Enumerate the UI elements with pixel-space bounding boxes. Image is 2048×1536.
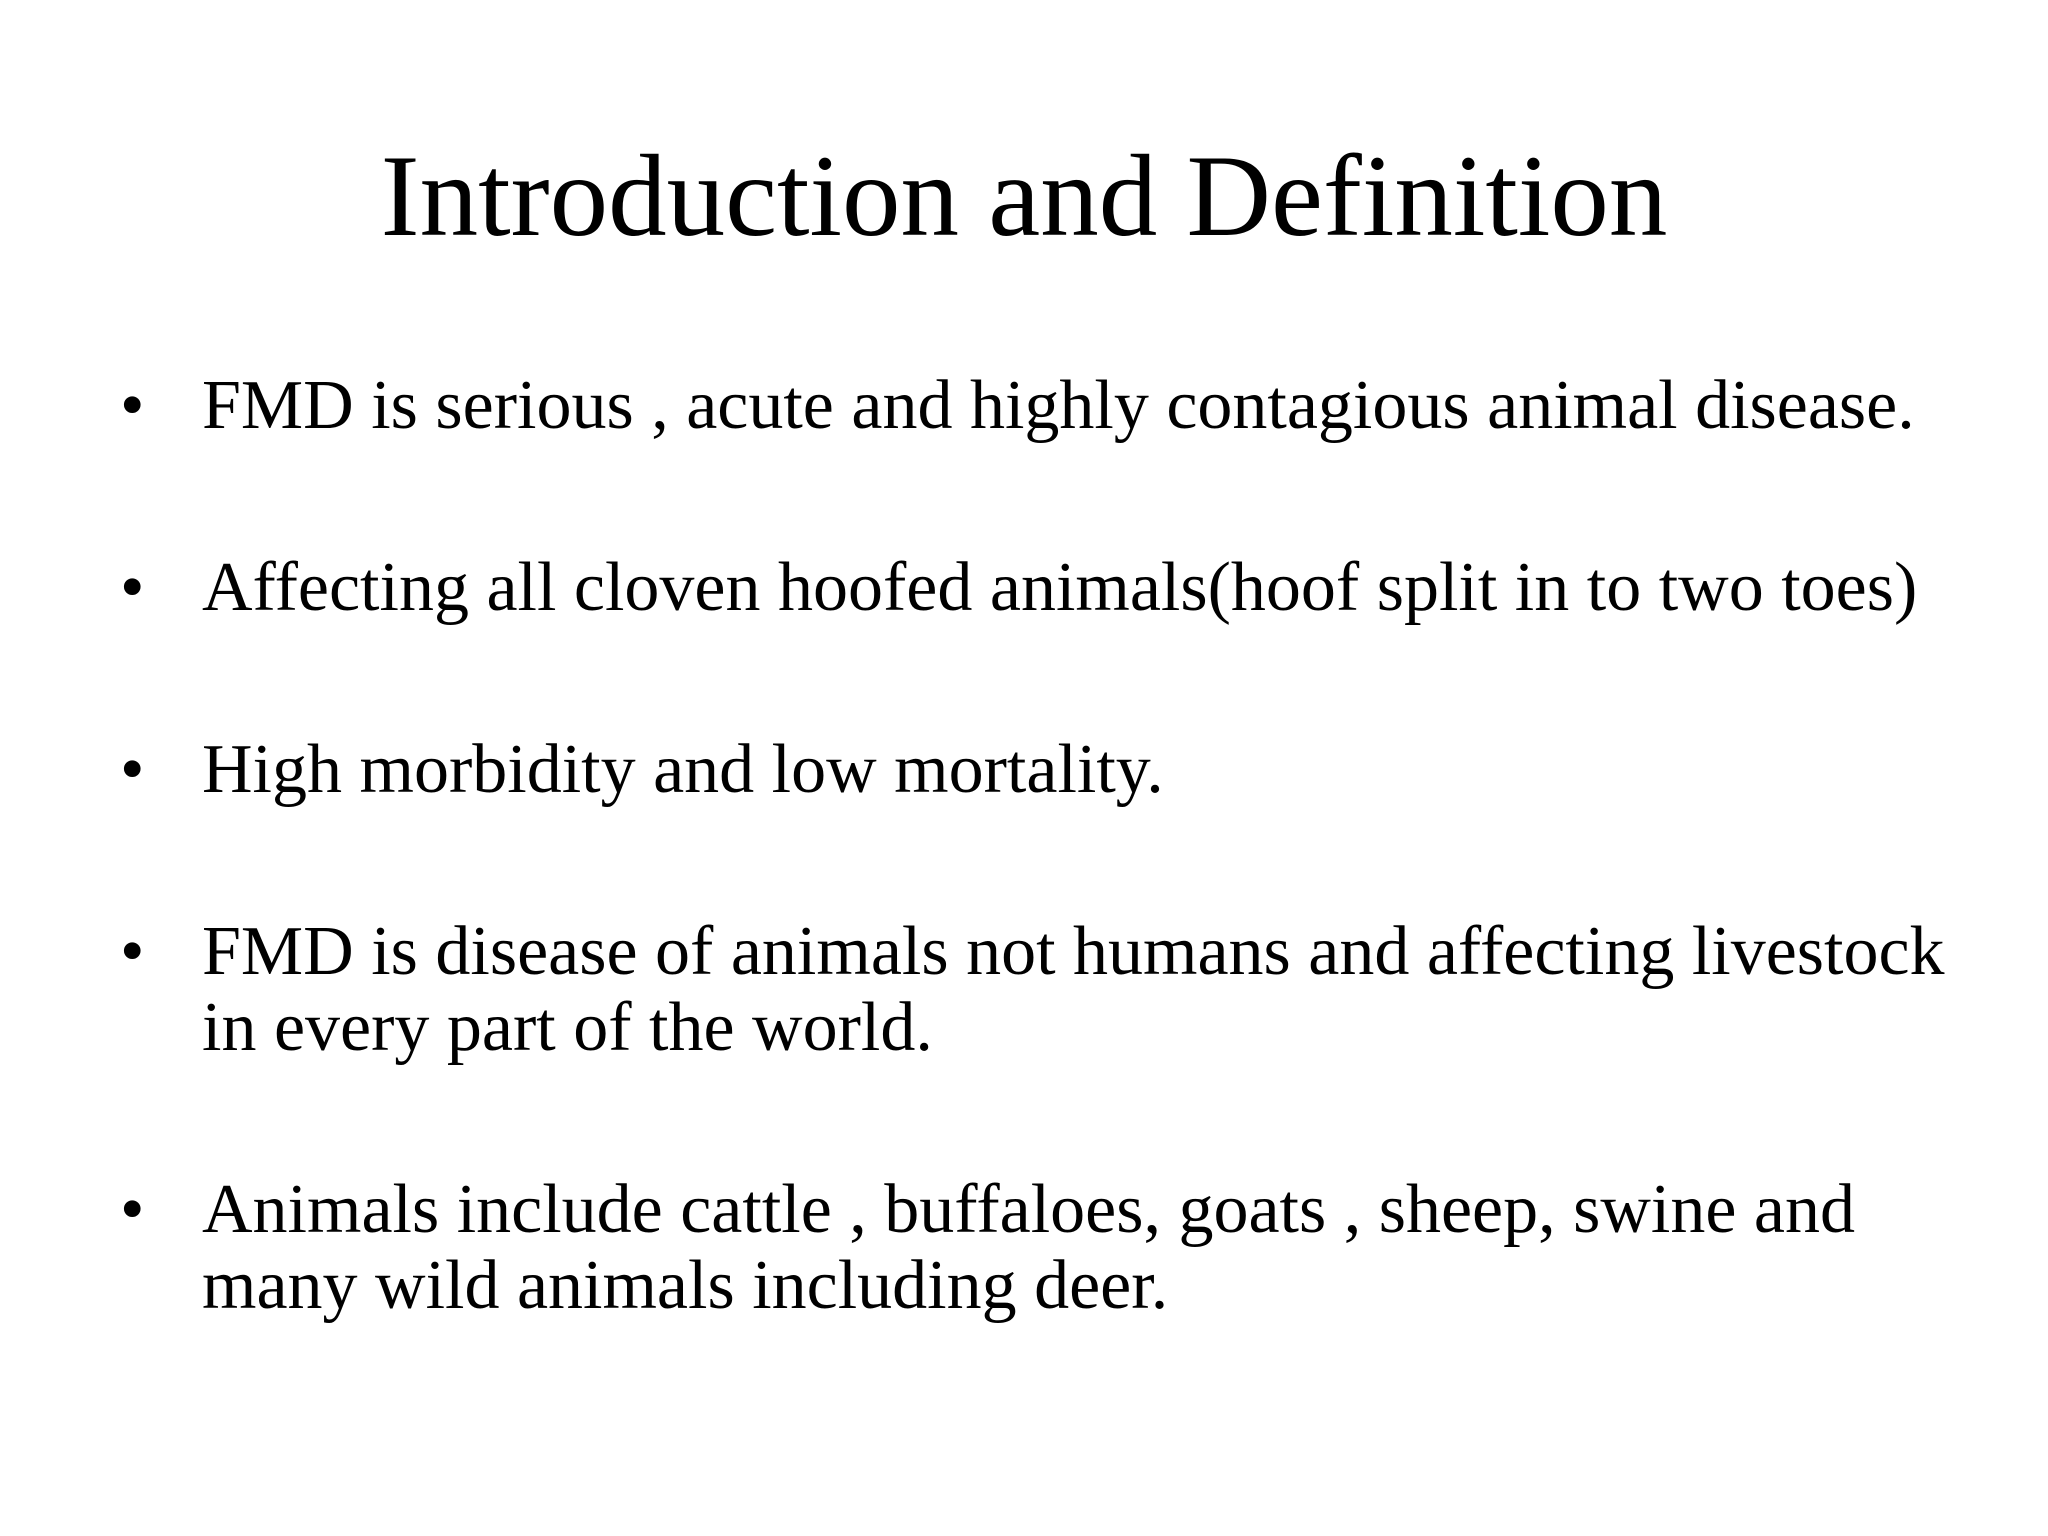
bullet-line: FMD is serious , acute and highly contagious animal disease. [202,367,1915,444]
bullet-dot-icon: • [120,731,145,808]
bullet-line: many wild animals including deer. [202,1247,1169,1324]
slide-title: Introduction and Definition [380,132,1668,261]
bullet-line: FMD is disease of animals not humans and affecting livestock [202,913,1945,990]
bullet-text [202,550,2042,626]
bullet-line: in every part of the world. [202,989,933,1066]
bullet-text [202,914,2042,1066]
bullet-dot-icon: • [120,913,145,990]
bullet-line: High morbidity and low mortality. [202,731,1164,808]
bullet-dot-icon: • [120,549,145,626]
bullet-dot-icon: • [120,367,145,444]
bullet-text [202,368,2042,444]
bullet-line: Animals include cattle , buffaloes, goats , sheep, swine and [202,1171,1855,1248]
bullet-dot-icon: • [120,1171,145,1248]
bullet-line: Affecting all cloven hoofed animals(hoof split in to two toes) [202,549,1918,626]
bullet-text [202,732,2042,808]
bullet-text [202,1172,2042,1324]
